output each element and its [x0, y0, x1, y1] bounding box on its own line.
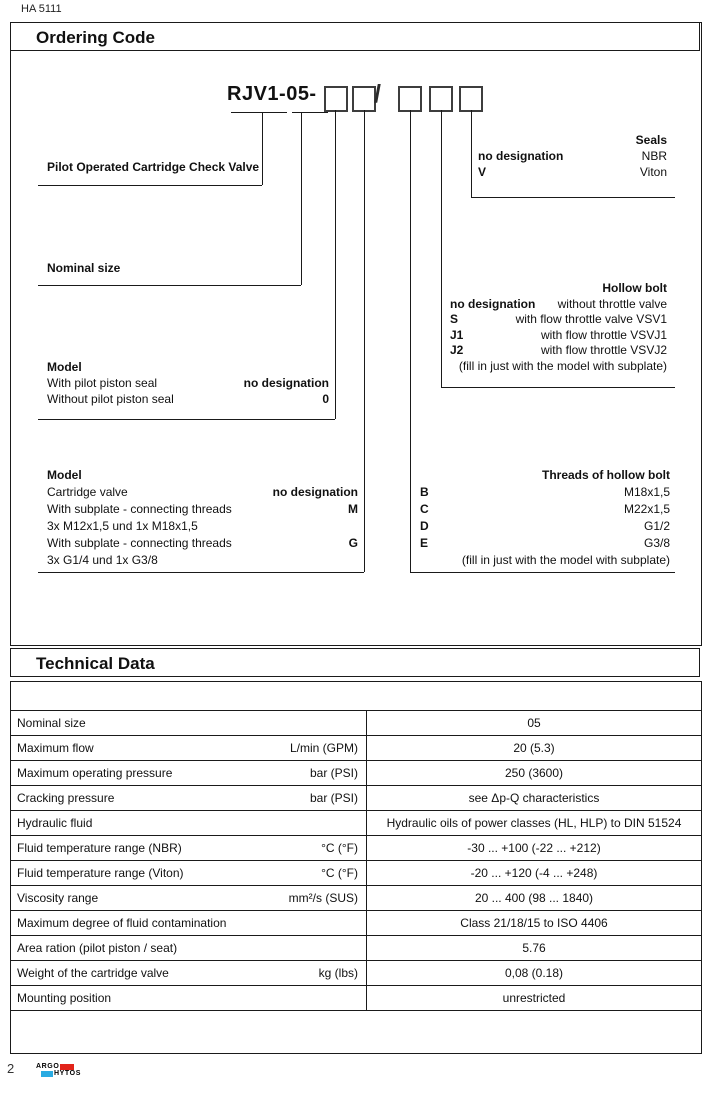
- hollow-threads-row: [420, 484, 670, 501]
- option-code: M: [348, 502, 358, 516]
- param-value: unrestricted: [367, 986, 702, 1011]
- param-label: Fluid temperature range (NBR): [17, 841, 182, 855]
- hollow-threads-row: [420, 518, 670, 535]
- param-label: Cracking pressure: [17, 791, 115, 805]
- rule-seals: [471, 197, 675, 198]
- option-label: G3/8: [643, 536, 670, 550]
- code-box-1: [324, 86, 348, 112]
- param-label: Maximum flow: [17, 741, 94, 755]
- option-label: M22x1,5: [623, 502, 670, 516]
- connector-05: [301, 112, 302, 285]
- underline-rjv1: [231, 112, 287, 113]
- model-connection-row: [47, 484, 358, 501]
- param-unit: kg (lbs): [318, 966, 358, 980]
- table-row: [11, 811, 702, 836]
- option-code: S: [450, 312, 459, 326]
- option-label: with flow throttle valve VSV1: [515, 312, 667, 326]
- option-code: B: [420, 485, 429, 499]
- param-label: Fluid temperature range (Viton): [17, 866, 184, 880]
- param-label: Hydraulic fluid: [17, 816, 93, 830]
- option-label: 3x M12x1,5 und 1x M18x1,5: [47, 519, 198, 533]
- option-code: G: [348, 536, 358, 550]
- option-code: J2: [450, 343, 464, 357]
- hollow-bolt-row: [450, 312, 667, 328]
- param-label: Maximum operating pressure: [17, 766, 173, 780]
- connector-box3: [410, 110, 411, 572]
- param-unit: bar (PSI): [309, 766, 358, 780]
- valve-label: Pilot Operated Cartridge Check Valve: [47, 160, 260, 174]
- hollow-threads-row: [420, 535, 670, 552]
- param-value: 0,08 (0.18): [367, 961, 702, 986]
- option-label: G1/2: [643, 519, 670, 533]
- table-row: [11, 836, 702, 861]
- logo-red-block: [60, 1064, 74, 1070]
- model-connection-title: Model: [47, 468, 82, 482]
- hollow-bolt-row: [450, 343, 667, 359]
- option-code: no designation: [243, 376, 329, 390]
- option-code: no designation: [450, 296, 536, 311]
- param-value: Hydraulic oils of power classes (HL, HLP) to DIN 51524: [367, 811, 702, 836]
- code-box-2: [352, 86, 376, 112]
- technical-section-title: Technical Data: [10, 648, 700, 677]
- option-label: Viton: [639, 165, 667, 179]
- seals-row: [478, 164, 667, 180]
- option-code: 0: [322, 392, 329, 406]
- option-label: NBR: [641, 149, 667, 163]
- hollow-bolt-row: [450, 297, 667, 313]
- option-code: V: [478, 165, 487, 179]
- param-label: Maximum degree of fluid contamination: [17, 916, 227, 930]
- connector-box5: [471, 110, 472, 197]
- model-seal-block: [47, 359, 329, 407]
- param-unit: L/min (GPM): [289, 741, 358, 755]
- rule-nominal-label: [38, 285, 301, 286]
- table-row: [11, 736, 702, 761]
- option-code: C: [420, 502, 429, 516]
- ordering-code-prefix: RJV1-05-: [227, 83, 317, 105]
- rule-hollow-threads: [410, 572, 675, 573]
- hollow-bolt-note: (fill in just with the model with subplate): [458, 358, 667, 373]
- param-value: -30 ... +100 (-22 ... +212): [367, 836, 702, 861]
- hollow-threads-row: [420, 501, 670, 518]
- option-code: no designation: [272, 485, 358, 499]
- connector-box2: [364, 110, 365, 572]
- model-seal-title: Model: [47, 360, 82, 374]
- model-connection-row: [47, 552, 358, 569]
- param-label: Mounting position: [17, 991, 112, 1005]
- connector-box4: [441, 110, 442, 387]
- param-label: Nominal size: [17, 716, 86, 730]
- hollow-bolt-row: [450, 328, 667, 344]
- model-connection-block: [47, 467, 358, 569]
- rule-hollow-bolt: [441, 387, 675, 388]
- logo-row-bottom: [41, 1070, 81, 1077]
- option-label: With subplate - connecting threads: [47, 502, 232, 516]
- param-value: 05: [367, 711, 702, 736]
- option-label: with flow throttle VSVJ2: [540, 343, 667, 357]
- argo-hytos-logo: [36, 1063, 81, 1077]
- connector-box1: [335, 110, 336, 419]
- param-value: 5.76: [367, 936, 702, 961]
- param-label: Viscosity range: [17, 891, 99, 905]
- seals-block: [478, 132, 667, 180]
- underline-05: [292, 112, 328, 113]
- hollow-bolt-block: [450, 281, 667, 374]
- option-code: no designation: [478, 149, 564, 163]
- model-connection-row: [47, 501, 358, 518]
- rule-model-connection: [38, 572, 364, 573]
- model-connection-row: [47, 518, 358, 535]
- option-label: with flow throttle VSVJ1: [540, 327, 667, 342]
- table-row: [11, 761, 702, 786]
- code-box-3: [398, 86, 422, 112]
- option-code: J1: [450, 327, 464, 342]
- option-label: With subplate - connecting threads: [47, 536, 232, 550]
- param-value: 20 ... 400 (98 ... 1840): [367, 886, 702, 911]
- table-row: [11, 886, 702, 911]
- option-label: M18x1,5: [623, 485, 670, 499]
- model-connection-row: [47, 535, 358, 552]
- param-value: see Δp-Q characteristics: [367, 786, 702, 811]
- model-seal-row: [47, 375, 329, 391]
- hollow-threads-block: [420, 467, 670, 569]
- logo-row-top: [36, 1063, 81, 1070]
- hollow-threads-title: Threads of hollow bolt: [542, 468, 670, 482]
- option-code: D: [420, 519, 429, 533]
- hollow-threads-note: (fill in just with the model with subplate): [461, 553, 670, 567]
- option-label: without throttle valve: [557, 296, 667, 311]
- param-value: 250 (3600): [367, 761, 702, 786]
- rule-valve-label: [38, 185, 262, 186]
- param-unit: °C (°F): [321, 841, 358, 855]
- page-number: 2: [7, 1061, 15, 1076]
- option-label: With pilot piston seal: [47, 376, 158, 390]
- table-row: [11, 986, 702, 1011]
- table-row: [11, 711, 702, 736]
- param-value: -20 ... +120 (-4 ... +248): [367, 861, 702, 886]
- nominal-size-label: Nominal size: [47, 261, 121, 275]
- seals-row: [478, 148, 667, 164]
- option-label: Cartridge valve: [47, 485, 128, 499]
- param-value: Class 21/18/15 to ISO 4406: [367, 911, 702, 936]
- option-code: E: [420, 536, 429, 550]
- param-label: Weight of the cartridge valve: [17, 966, 169, 980]
- table-row: [11, 961, 702, 986]
- option-label: Without pilot piston seal: [47, 392, 174, 406]
- param-unit: mm²/s (SUS): [288, 891, 358, 905]
- param-label: Area ration (pilot piston / seat): [17, 941, 178, 955]
- model-seal-row: [47, 391, 329, 407]
- table-row: [11, 861, 702, 886]
- param-unit: °C (°F): [321, 866, 358, 880]
- table-row: [11, 786, 702, 811]
- code-slash: /: [374, 80, 381, 108]
- param-value: 20 (5.3): [367, 736, 702, 761]
- rule-model-seal: [38, 419, 335, 420]
- option-label: 3x G1/4 und 1x G3/8: [47, 553, 158, 567]
- connector-rjv1: [262, 112, 263, 185]
- code-box-4: [429, 86, 453, 112]
- logo-text-argo: ARGO: [36, 1063, 60, 1070]
- doc-code: HA 5111: [21, 3, 62, 15]
- technical-data-table: [10, 710, 702, 1011]
- table-row: [11, 911, 702, 936]
- param-unit: bar (PSI): [309, 791, 358, 805]
- logo-blue-block: [41, 1071, 53, 1077]
- seals-title: Seals: [635, 133, 667, 147]
- hollow-bolt-title: Hollow bolt: [602, 281, 667, 295]
- logo-text-hytos: HYTOS: [54, 1070, 81, 1077]
- table-row: [11, 936, 702, 961]
- code-box-5: [459, 86, 483, 112]
- ordering-section-title: Ordering Code: [10, 22, 700, 51]
